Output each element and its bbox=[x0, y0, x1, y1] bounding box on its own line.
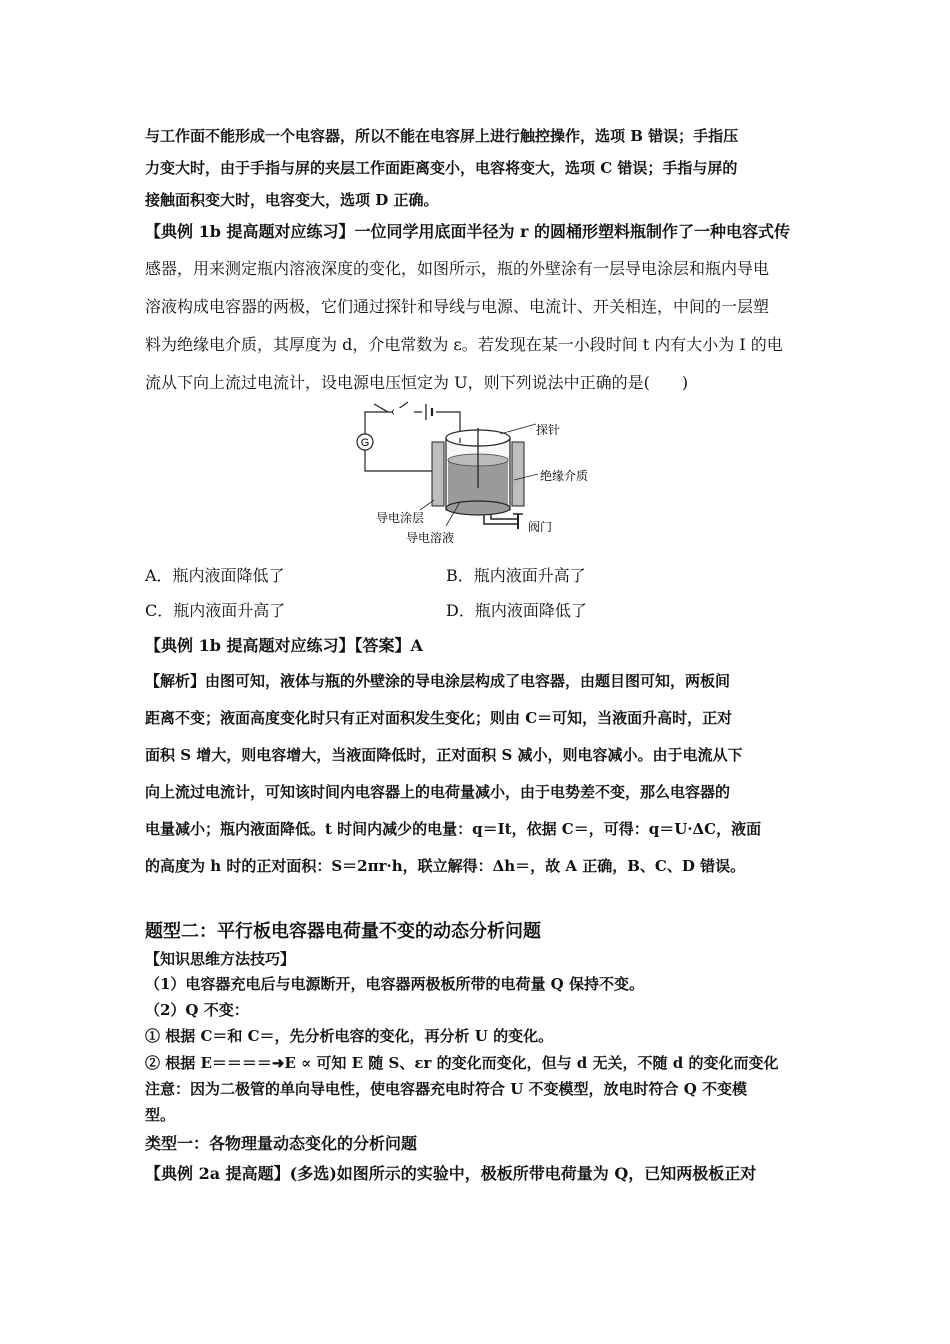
answer-line: 【典例 1b 提高题对应练习】【答案】A bbox=[145, 636, 423, 655]
question-line: 溶液构成电容器的两极，它们通过探针和导线与电源、电流计、开关相连，中间的一层塑 bbox=[145, 297, 770, 316]
analysis-line: 电量减小；瓶内液面降低。t 时间内减少的电量：q＝It，依据 C＝，可得：q＝U·ΔC，液面 bbox=[145, 820, 762, 838]
tips-line: 注意：因为二极管的单向导电性，使电容器充电时符合 U 不变模型，放电时符合 Q 不变模 bbox=[145, 1080, 748, 1098]
tips-heading: 【知识思维方法技巧】 bbox=[145, 950, 296, 968]
text-line: 力变大时，由于手指与屏的夹层工作面距离变小，电容将变大，选项 C 错误；手指与屏的 bbox=[145, 159, 738, 177]
option-d: D．瓶内液面降低了 bbox=[446, 601, 587, 620]
analysis-line: 【解析】由图可知，液体与瓶的外壁涂的导电涂层构成了电容器，由题目图可知，两板间 bbox=[145, 672, 731, 690]
question-line: 流从下向上流过电流计，设电源电压恒定为 U，则下列说法中正确的是( ) bbox=[145, 373, 689, 392]
tips-line: 型。 bbox=[145, 1106, 176, 1124]
insulator-label: 绝缘介质 bbox=[540, 469, 589, 483]
tips-line: ① 根据 C＝和 C＝，先分析电容的变化，再分析 U 的变化。 bbox=[145, 1027, 554, 1045]
analysis-line: 向上流过电流计，可知该时间内电容器上的电荷量减小，由于电势差不变，那么电容器的 bbox=[145, 783, 731, 801]
analysis-line: 距离不变；液面高度变化时只有正对面积发生变化；则由 C＝可知，当液面升高时，正对 bbox=[145, 709, 733, 727]
question-line: 料为绝缘电介质，其厚度为 d，介电常数为 ε。若发现在某一小段时间 t 内有大小为 I 的电 bbox=[145, 335, 783, 354]
analysis-line: 的高度为 h 时的正对面积：S＝2πr·h，联立解得：Δh＝，故 A 正确，B、C、D 错误。 bbox=[145, 857, 746, 875]
option-a: A．瓶内液面降低了 bbox=[145, 566, 285, 585]
question-line: 【典例 1b 提高题对应练习】一位同学用底面半径为 r 的圆桶形塑料瓶制作了一种电容式传 bbox=[145, 222, 791, 241]
probe-label: 探针 bbox=[536, 423, 561, 437]
analysis-line: 面积 S 增大，则电容增大，当液面降低时，正对面积 S 减小，则电容减小。由于电流从下 bbox=[145, 746, 743, 764]
solution-label: 导电溶液 bbox=[406, 531, 455, 545]
capacitor-sensor-figure bbox=[350, 398, 610, 548]
text-line: 与工作面不能形成一个电容器，所以不能在电容屏上进行触控操作，选项 B 错误；手指压 bbox=[145, 127, 739, 145]
option-c: C．瓶内液面升高了 bbox=[145, 601, 286, 620]
tips-line: （2）Q 不变： bbox=[145, 1001, 249, 1019]
text-line: 接触面积变大时，电容变大，选项 D 正确。 bbox=[145, 191, 439, 209]
type-title: 类型一：各物理量动态变化的分析问题 bbox=[145, 1134, 418, 1153]
galvanometer-label: G bbox=[360, 437, 370, 449]
tips-line: （1）电容器充电后与电源断开，电容器两极板所带的电荷量 Q 保持不变。 bbox=[145, 975, 644, 993]
question-line: 【典例 2a 提高题】(多选)如图所示的实验中，极板所带电荷量为 Q，已知两极板正对 bbox=[145, 1164, 757, 1183]
section-title: 题型二：平行板电容器电荷量不变的动态分析问题 bbox=[145, 921, 541, 942]
tips-line: ② 根据 E＝＝＝＝➜E ∝ 可知 E 随 S、εr 的变化而变化，但与 d 无关，不随 d 的变化而变化 bbox=[145, 1054, 779, 1072]
option-b: B．瓶内液面升高了 bbox=[446, 566, 586, 585]
valve-label: 阀门 bbox=[528, 520, 553, 534]
question-line: 感器，用来测定瓶内溶液深度的变化，如图所示，瓶的外壁涂有一层导电涂层和瓶内导电 bbox=[145, 259, 770, 278]
coating-label: 导电涂层 bbox=[376, 511, 425, 525]
